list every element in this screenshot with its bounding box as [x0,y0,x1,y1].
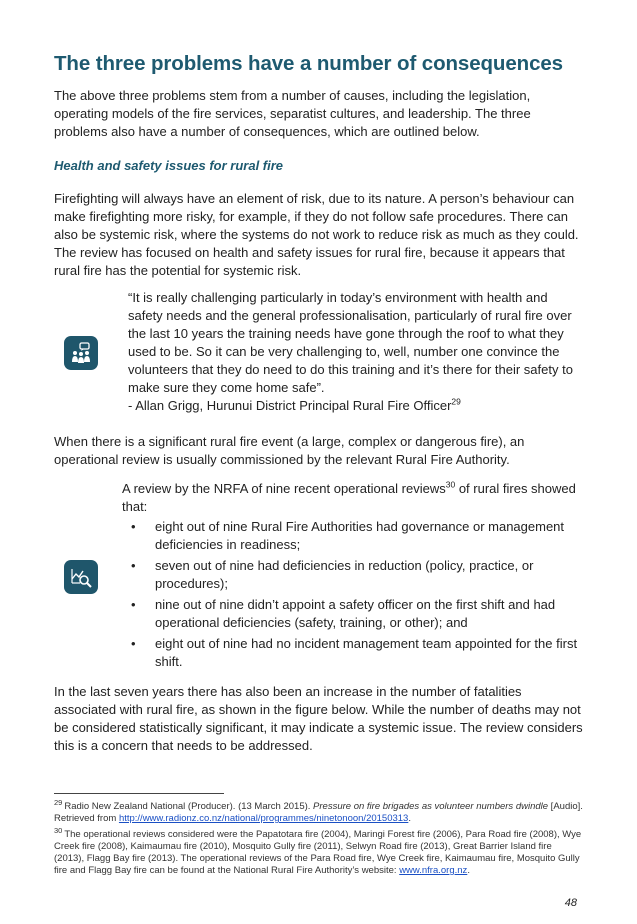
review-intro [122,480,582,516]
section-subheading: Health and safety issues for rural fire [54,158,284,173]
list-item [122,596,582,632]
page-heading: The three problems have a number of consequences [54,52,563,75]
footnote-divider [54,793,224,794]
list-item [122,635,582,671]
footnote-text: The operational reviews considered were the Papatotara fire (2004), Maringi Forest fire (2006), Para Road fire (2008), Wye Creek fire (2008), Kaimaumau fire (2010), Mosquito Gully fire (2011), Selwyn Road fire (2013), Great Barrier Island fire (2013), Flagg Bay fire (2013). The operational reviews of the Para Road fire, Wye Creek fire, Kaimaumau fire, Mosquito Gully fire and Flagg Bay fire can be found at the National Rural Fire Authority’s website: [54,829,582,876]
list-item-text: seven out of nine had deficiencies in reduction (policy, practice, or procedures); [155,558,534,591]
people-speech-bubble-icon [64,336,98,370]
quote-block [128,289,578,415]
bullet-marker: • [131,558,136,573]
list-item-text: eight out of nine had no incident management team appointed for the first shift. [155,636,578,669]
footnote-title: Pressure on fire brigades as volunteer numbers dwindle [313,801,549,812]
page-number: 48 [564,897,577,909]
fatalities-paragraph: In the last seven years there has also been an increase in the number of fatalities associated with rural fire, as shown in the figure below. While the number of deaths may not be considered statistically significant, it may indicate a systemic issue. The review considers this is a concern that needs to be addressed. [54,684,583,753]
footnote-30 [54,825,584,877]
list-item [122,557,582,593]
bullet-marker: • [131,519,136,534]
list-item [122,518,582,554]
findings-list [122,518,582,674]
footnote-29 [54,797,584,825]
chart-magnifier-icon [64,560,98,594]
footnote-link[interactable]: www.nfra.org.nz [399,865,468,876]
footnote-link[interactable]: http://www.radionz.co.nz/national/programmes/ninetonoon/20150313 [118,813,409,824]
footnote-ref-29: 29 [451,396,461,407]
footnote-end: . [408,813,411,824]
footnote-end: . [467,865,470,876]
risk-paragraph: Firefighting will always have an element of risk, due to its nature. A person’s behaviour can make firefighting more risky, for example, if they do not follow safe procedures. There can also be systemic risk, where the systems do not work to reduce risk as much as they could. The review has focused on health and safety issues for rural fire, because it appears that rural fire has the potential for systemic risk. [54,191,579,278]
intro-paragraph: The above three problems stem from a number of causes, including the legislation, operating models of the fire services, separatist cultures, and leadership. The three problems also have a number of consequences, which are outlined below. [54,88,531,139]
event-paragraph: When there is a significant rural fire event (a large, complex or dangerous fire), an operational review is usually commissioned by the relevant Rural Fire Authority. [54,434,525,467]
quote-attribution: - Allan Grigg, Hurunui District Principal Rural Fire Officer [128,398,452,413]
footnote-number: 29 [54,797,63,807]
review-intro-text: A review by the NRFA of nine recent operational reviews [122,481,446,496]
bullet-marker: • [131,597,136,612]
footnote-number: 30 [54,825,63,835]
list-item-text: nine out of nine didn’t appoint a safety officer on the first shift and had operational deficiencies (safety, training, or other); and [155,597,556,630]
list-item-text: eight out of nine Rural Fire Authorities had governance or management deficiencies in readiness; [155,519,565,552]
footnote-text: Radio New Zealand National (Producer). (13 March 2015). [64,801,314,812]
quote-text: “It is really challenging particularly in today’s environment with health and safety needs and the general professionalisation, particularly of rural fire over the last 10 years the training needs have gone through the roof to what they used to be. So it can be very challenging to, well, number one convince the volunteers that they do need to do this training and it’s there for their safety to make sure they come home safe”. [128,290,573,395]
footnote-ref-30: 30 [445,479,456,490]
bullet-marker: • [131,636,136,651]
footnote-text: [Audio]. Retrieved from [54,801,583,824]
review-intro-text-end: of rural fires showed that: [122,481,576,514]
